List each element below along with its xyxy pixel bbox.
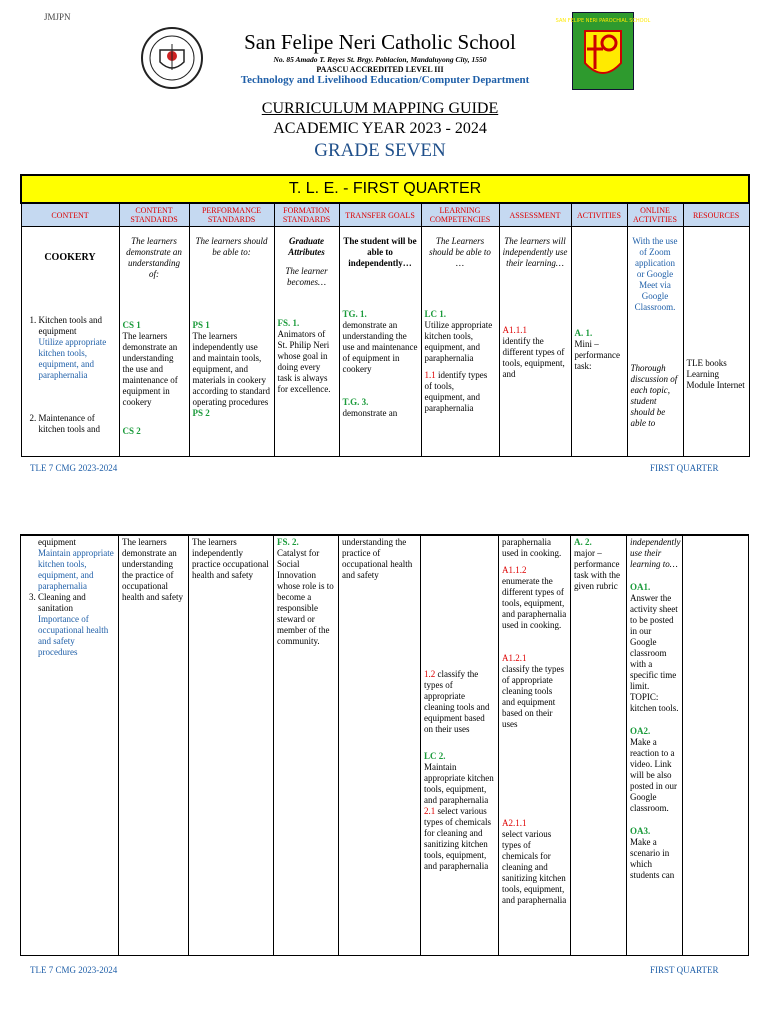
lc-code: LC 2. [424,751,446,761]
performance-standards-cell [189,227,274,457]
fs-code: FS. 1. [277,318,300,328]
lc-code: LC 1. [424,309,447,319]
logo-text: SAN FELIPE NERI PAROCHIAL SCHOOL [555,18,651,24]
ps-code: PS 2 [192,408,210,418]
resources-cell [683,227,749,457]
ps-intro: The learners should be able to: [195,236,268,257]
resources-cell [683,535,749,955]
col-header-performance-standards: PERFORMANCE STANDARDS [189,203,274,227]
assessment-text: select various types of chemicals for cleaning and sanitizing kitchen tools, equipment, and paraphernalia [502,829,567,905]
col-header-assessment: ASSESSMENT [499,203,571,227]
online-text: Make a reaction to a video. Link will be also posted in our Google classroom. [630,737,677,813]
school-address: No. 85 Amado T. Reyes St. Brgy. Poblacion, Mandaluyong City, 1550 [273,55,487,64]
assessment-text: classify the types of appropriate cleaning tools and equipment based on their uses [502,664,564,729]
assessment-text: paraphernalia used in cooking. [502,537,562,558]
ps-code: PS 1 [192,320,210,330]
formation-standards-cell [274,227,339,457]
online-activities-cell [627,535,683,955]
footer-left: TLE 7 CMG 2023-2024 [30,965,118,975]
lc-text: Utilize appropriate kitchen tools, equipment, and paraphernalia [424,320,493,363]
content-item: Kitchen tools and equipment [38,315,102,336]
content-item: Maintenance of kitchen tools and [38,413,100,434]
content-item-sub: Importance of occupational health and safety procedures [38,614,109,657]
fs-sub: The learner becomes… [285,266,328,287]
online-activities-cell [627,227,683,457]
transfer-goals-cell [339,535,421,955]
accreditation: PAASCU ACCREDITED LEVEL III [316,65,444,74]
col-header-resources: RESOURCES [683,203,749,227]
lc-intro: The Learners should be able to … [429,236,491,268]
tg-text: demonstrate an [342,408,398,418]
learning-competencies-cell [421,535,499,955]
ps-text: The learners independently practice occupational health and safety [192,537,269,580]
content-standards-cell [119,227,189,457]
assessment-code: A1.1.2 [502,565,527,575]
department: Technology and Livelihood Education/Computer Department [240,74,530,86]
curriculum-table-page-1 [20,174,750,457]
lc-sub-text: identify types of tools, equipment, and paraphernalia [424,370,488,413]
col-header-content: CONTENT [21,203,119,227]
col-header-transfer-goals: TRANSFER GOALS [339,203,421,227]
online-text: Answer the activity sheet to be posted in our Google classroom with a specific time limit. TOPIC: kitchen tools. [630,593,679,713]
footer-right: FIRST QUARTER [650,463,719,473]
content-cell [21,227,119,457]
school-name: San Felipe Neri Catholic School [244,30,516,54]
online-text: independently use their learning to… [630,537,681,569]
quarter-title: T. L. E. - FIRST QUARTER [21,175,749,203]
cs-intro: The learners demonstrate an understanding of: [126,236,182,279]
assessment-intro: The learners will independently use their learning… [502,236,568,268]
grade-level: GRADE SEVEN [314,140,446,161]
lc-sub-code: 1.1 [424,370,436,380]
col-header-formation-standards: FORMATION STANDARDS [274,203,339,227]
tg-code: TG. 1. [342,309,367,319]
lc-sub-code: 2.1 [424,806,436,816]
assessment-cell [499,227,571,457]
assessment-code: A1.1.1 [502,325,527,335]
content-item-sub: Maintain appropriate kitchen tools, equipment, and paraphernalia [38,548,114,591]
performance-standards-cell [189,535,274,955]
cs-text: The learners demonstrate an understanding the practice of occupational health and safety [122,537,183,602]
col-header-activities: ACTIVITIES [571,203,627,227]
lc-sub-text: select various types of chemicals for cleaning and sanitizing kitchen tools, equipment, and paraphernalia [424,806,491,871]
content-standards-cell [119,535,189,955]
assessment-code: A2.1.1 [502,818,527,828]
fs-title: Graduate Attributes [288,236,325,257]
top-mark: JMJPN [44,12,71,22]
assessment-text: enumerate the different types of tools, equipment, and paraphernalia used in cooking. [502,576,567,630]
transfer-goals-cell [339,227,421,457]
curriculum-table-page-2 [20,534,749,956]
col-header-online-activities: ONLINE ACTIVITIES [627,203,683,227]
assessment-code: A1.2.1 [502,653,527,663]
assessment-text: identify the different types of tools, equipment, and [502,336,565,379]
assessment-cell [499,535,571,955]
fs-text: Animators of St. Philip Neri whose goal in doing every task is always for excellence. [277,329,331,394]
footer-left: TLE 7 CMG 2023-2024 [30,463,118,473]
lc-text: Maintain appropriate kitchen tools, equipment, and paraphernalia [424,762,494,805]
lc-sub-text: classify the types of appropriate cleaning tools and equipment based on their uses [424,669,490,734]
tg-intro: The student will be able to independently… [343,236,417,268]
footer-right: FIRST QUARTER [650,965,719,975]
activity-code: A. 2. [574,537,592,547]
document-title: CURRICULUM MAPPING GUIDE [261,100,499,117]
cs-code: CS 1 [122,320,141,330]
content-item-sub: Utilize appropriate kitchen tools, equipment, and paraphernalia [38,337,107,380]
cs-code: CS 2 [122,426,141,436]
academic-year: ACADEMIC YEAR 2023 - 2024 [273,120,487,137]
col-header-learning-competencies: LEARNING COMPETENCIES [421,203,499,227]
tg-text: demonstrate an understanding the use and maintenance of equipment in cookery [342,320,418,374]
tg-text: understanding the practice of occupational health and safety [342,537,413,580]
activity-text: major – performance task with the given rubric [574,548,620,591]
online-text: Make a scenario in which students can [630,837,675,880]
activity-code: A. 1. [574,328,593,338]
content-item: equipment [38,537,76,547]
col-header-content-standards: CONTENT STANDARDS [119,203,189,227]
online-code: OA1. [630,582,651,592]
online-intro: With the use of Zoom application or Google Meet via Google Classroom. [632,236,678,312]
content-cell [21,535,119,955]
formation-standards-cell [274,535,339,955]
tg-code: T.G. 3. [342,397,369,407]
online-code: OA3. [630,826,651,836]
activity-text: Mini – performance task: [574,339,620,371]
online-text: Thorough discussion of each topic, student should be able to [630,363,678,428]
activities-cell [571,227,627,457]
fs-text: Catalyst for Social Innovation whose role is to become a responsible steward or member of the community. [277,548,334,646]
online-code: OA2. [630,726,651,736]
resources-text: TLE books Learning Module Internet [686,358,745,390]
ps-text: The learners independently use and maintain tools, equipment, and materials in cookery according to standard operating procedures [192,331,270,407]
cs-text: The learners demonstrate an understanding the use and maintenance of equipment in cookery [122,331,178,407]
content-item: Cleaning and sanitation [38,592,86,613]
content-topic: COOKERY [44,252,96,263]
lc-sub-code: 1.2 [424,669,436,679]
activities-cell [571,535,627,955]
learning-competencies-cell [421,227,499,457]
fs-code: FS. 2. [277,537,299,547]
